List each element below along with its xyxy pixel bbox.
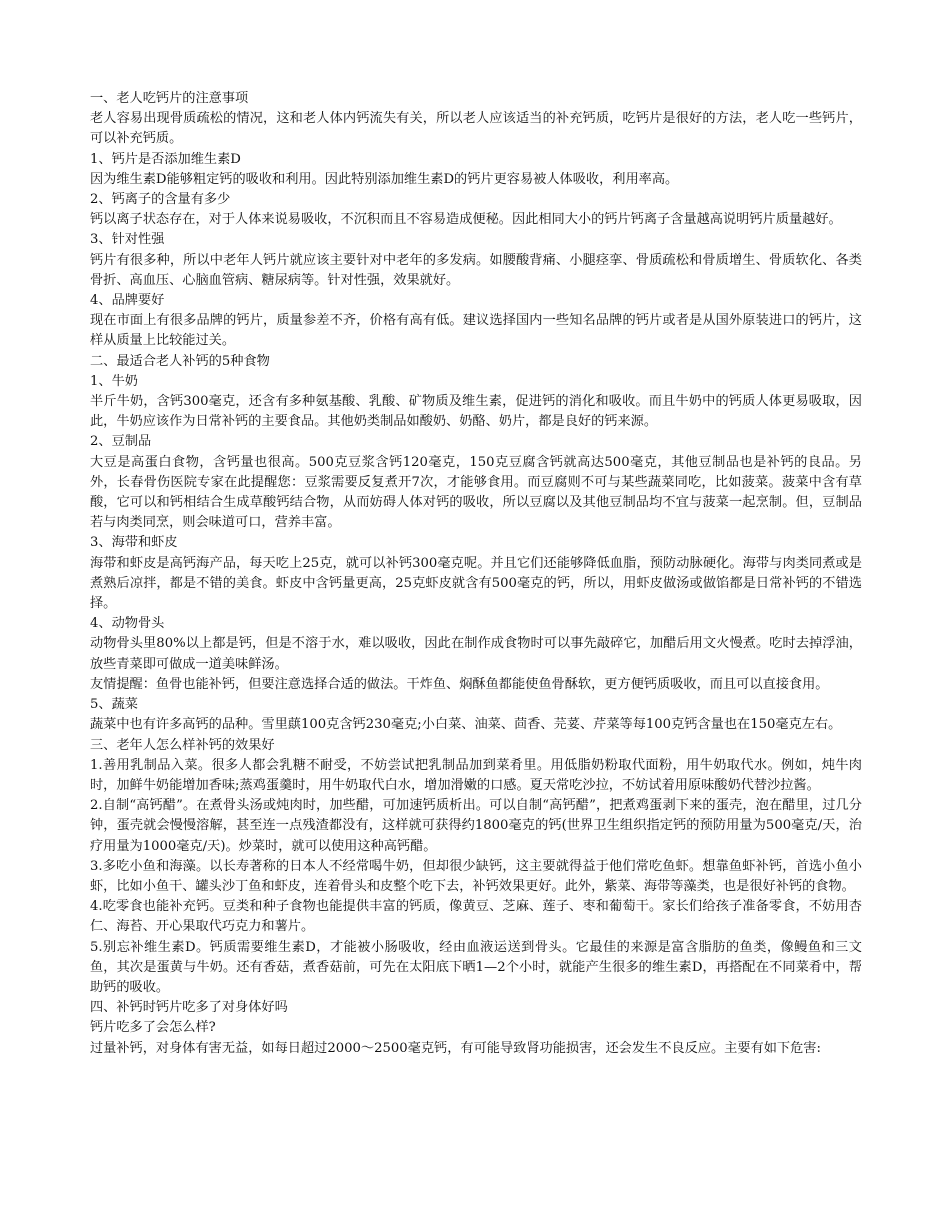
subheading: 3、针对性强 — [90, 232, 165, 248]
paragraph: 钙以离子状态存在，对于人体来说易吸收，不沉积而且不容易造成便秘。因此相同大小的钙片钙离子含量越高说明钙片质量越好。 — [90, 212, 842, 228]
paragraph: 友情提醒：鱼骨也能补钙，但要注意选择合适的做法。干炸鱼、焖酥鱼都能使鱼骨酥软，更方便钙质吸收，而且可以直接食用。 — [90, 676, 829, 692]
paragraph: 3.多吃小鱼和海藻。以长寿著称的日本人不经常喝牛奶，但却很少缺钙，这主要就得益于他们常吃鱼虾。想靠鱼虾补钙，首选小鱼小虾，比如小鱼干、罐头沙丁鱼和虾皮，连着骨头和皮整个吃下去，补钙效果更好。此外，紫菜、海带等藻类，也是很好补钙的食物。 — [90, 858, 862, 894]
paragraph: 现在市面上有很多品牌的钙片，质量参差不齐，价格有高有低。建议选择国内一些知名品牌的钙片或者是从国外原装进口的钙片，这样从质量上比较能过关。 — [90, 313, 862, 349]
subheading: 2、豆制品 — [90, 434, 152, 450]
paragraph: 大豆是高蛋白食物，含钙量也很高。500克豆浆含钙120毫克，150克豆腐含钙就高达500毫克，其他豆制品也是补钙的良品。另外，长春骨伤医院专家在此提醒您：豆浆需要反复煮开7次，才能够食用。而豆腐则不可与某些蔬菜同吃，比如菠菜。菠菜中含有草酸，它可以和钙相结合生成草酸钙结合物，从而妨碍人体对钙的吸收，所以豆腐以及其他豆制品均不宜与菠菜一起烹制。但，豆制品若与肉类同烹，则会味道可口，营养丰富。 — [90, 454, 862, 531]
document-body — [90, 89, 862, 1059]
paragraph: 海带和虾皮是高钙海产品，每天吃上25克，就可以补钙300毫克呢。并且它们还能够降低血脂，预防动脉硬化。海带与肉类同煮或是煮熟后凉拌，都是不错的美食。虾皮中含钙量更高，25克虾皮就含有500毫克的钙，所以，用虾皮做汤或做馅都是日常补钙的不错选择。 — [90, 555, 862, 612]
paragraph: 蔬菜中也有许多高钙的品种。雪里蕻100克含钙230毫克;小白菜、油菜、茴香、芫荽、芹菜等每100克钙含量也在150毫克左右。 — [90, 717, 842, 733]
paragraph: 过量补钙，对身体有害无益，如每日超过2000～2500毫克钙，有可能导致肾功能损害，还会发生不良反应。主要有如下危害: — [90, 1040, 821, 1056]
paragraph: 老人容易出现骨质疏松的情况，这和老人体内钙流失有关，所以老人应该适当的补充钙质，吃钙片是很好的方法，老人吃一些钙片，可以补充钙质。 — [90, 111, 862, 147]
section-heading-3: 三、老年人怎么样补钙的效果好 — [90, 737, 275, 753]
paragraph: 5.别忘补维生素D。钙质需要维生素D，才能被小肠吸收，经由血液运送到骨头。它最佳的来源是富含脂肪的鱼类，像鳗鱼和三文鱼，其次是蛋黄与牛奶。还有香菇，煮香菇前，可先在太阳底下晒1—2个小时，就能产生很多的维生素D，再搭配在不同菜肴中，帮助钙的吸收。 — [90, 939, 862, 995]
subheading: 2、钙离子的含量有多少 — [90, 192, 231, 208]
paragraph: 钙片有很多种，所以中老年人钙片就应该主要针对中老年的多发病。如腰酸背痛、小腿痉挛、骨质疏松和骨质增生、骨质软化、各类骨折、高血压、心脑血管病、糖尿病等。针对性强，效果就好。 — [90, 252, 862, 288]
subheading: 4、动物骨头 — [90, 616, 165, 632]
paragraph: 1.善用乳制品入菜。很多人都会乳糖不耐受，不妨尝试把乳制品加到菜肴里。用低脂奶粉取代面粉，用牛奶取代水。例如，炖牛肉时，加鲜牛奶能增加香味;蒸鸡蛋羹时，用牛奶取代白水，增加滑嫩的口感。夏天常吃沙拉，不妨试着用原味酸奶代替沙拉酱。 — [90, 757, 862, 793]
subheading: 1、钙片是否添加维生素D — [90, 151, 241, 167]
paragraph: 2.自制“高钙醋”。在煮骨头汤或炖肉时，加些醋，可加速钙质析出。可以自制“高钙醋”，把煮鸡蛋剥下来的蛋壳，泡在醋里，过几分钟，蛋壳就会慢慢溶解，甚至连一点残渣都没有，这样就可获得约1800毫克的钙(世界卫生组织指定钙的预防用量为500毫克/天，治疗用量为1000毫克/天)。炒菜时，就可以使用这种高钙醋。 — [90, 798, 862, 854]
subheading: 钙片吃多了会怎么样? — [90, 1020, 216, 1036]
subheading: 4、品牌要好 — [90, 293, 165, 309]
section-heading-1: 一、老人吃钙片的注意事项 — [90, 91, 249, 106]
subheading: 1、牛奶 — [90, 373, 138, 389]
paragraph: 因为维生素D能够粗定钙的吸收和利用。因此特别添加维生素D的钙片更容易被人体吸收，利用率高。 — [90, 171, 679, 187]
paragraph: 动物骨头里80%以上都是钙，但是不溶于水，难以吸收，因此在制作成食物时可以事先敲碎它，加醋后用文火慢煮。吃时去掉浮油，放些青菜即可做成一道美味鲜汤。 — [90, 636, 862, 672]
subheading: 5、蔬菜 — [90, 697, 138, 713]
paragraph: 4.吃零食也能补充钙。豆类和种子食物也能提供丰富的钙质，像黄豆、芝麻、莲子、枣和葡萄干。家长们给孩子准备零食，不妨用杏仁、海苔、开心果取代巧克力和薯片。 — [90, 899, 862, 935]
section-heading-2: 二、最适合老人补钙的5种食物 — [90, 353, 270, 369]
section-heading-4: 四、补钙时钙片吃多了对身体好吗 — [90, 1000, 288, 1016]
paragraph: 半斤牛奶，含钙300毫克，还含有多种氨基酸、乳酸、矿物质及维生素，促进钙的消化和吸收。而且牛奶中的钙质人体更易吸取，因此，牛奶应该作为日常补钙的主要食品。其他奶类制品如酸奶、奶酪、奶片，都是良好的钙来源。 — [90, 394, 862, 430]
subheading: 3、海带和虾皮 — [90, 535, 178, 551]
